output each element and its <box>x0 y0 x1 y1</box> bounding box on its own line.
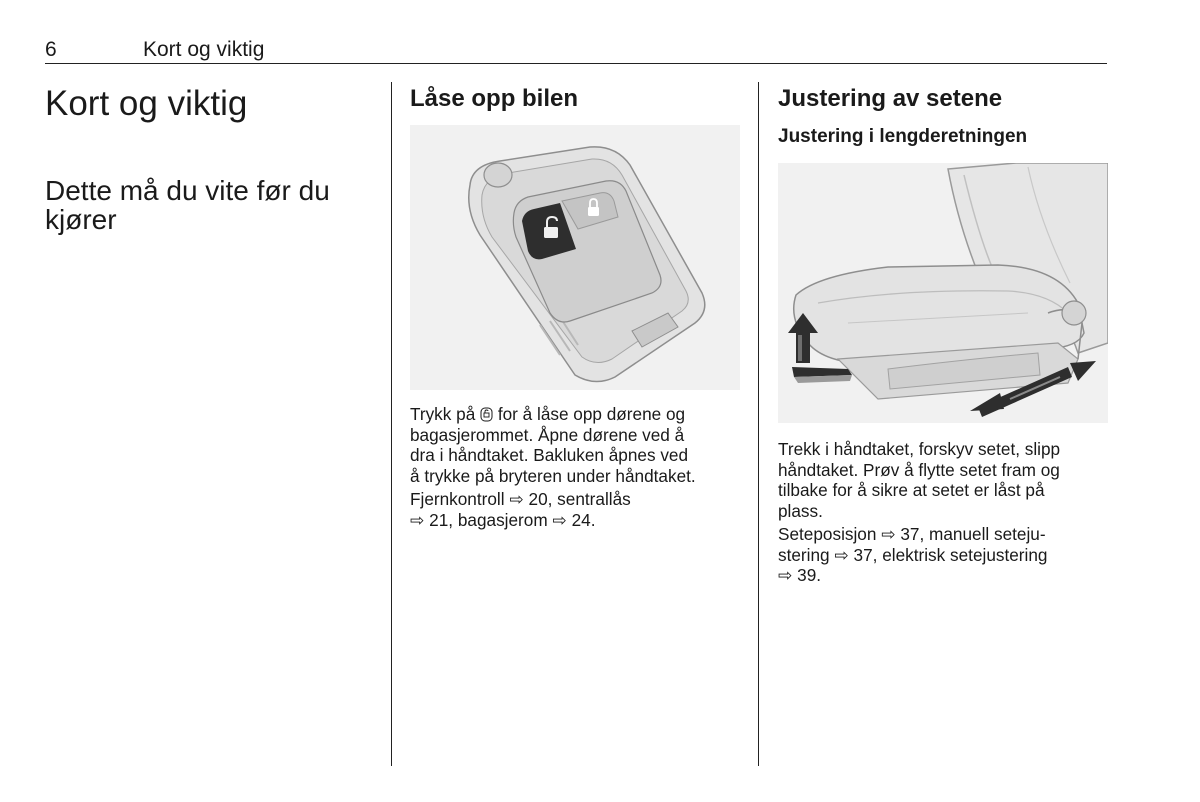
unlock-text-l4: å trykke på bryteren under håndtaket. <box>410 465 696 486</box>
unlock-key-icon <box>480 405 493 422</box>
unlock-text-l1a: Trykk på <box>410 404 476 424</box>
seat-references <box>778 524 1108 586</box>
column-divider-2 <box>758 82 759 766</box>
seat-text-l4: plass. <box>778 500 823 521</box>
unlock-instructions <box>410 404 742 486</box>
unlock-text-l2: bagasjerommet. Åpne dørene ved å <box>410 424 685 445</box>
page-header <box>45 36 1107 64</box>
unlock-ref-l1: Fjernkontroll ⇨ 20, sentrallås <box>410 489 631 509</box>
unlock-text-l1b: for å låse opp dørene og <box>497 404 686 424</box>
section-heading-seats: Justering av setene <box>778 85 1003 112</box>
subsection-heading-longitudinal: Justering i lengderetningen <box>778 126 1028 147</box>
seat-adjustment-figure <box>778 163 1108 423</box>
key-fob-figure <box>410 125 740 390</box>
column-3 <box>778 84 1108 586</box>
page-number: 6 <box>45 38 57 61</box>
unlock-text-l3: dra i håndtaket. Bakluken åpnes ved <box>410 445 689 465</box>
chapter-subheading-line1: Dette må du vite før du <box>45 175 330 206</box>
chapter-subheading-line2: kjører <box>45 204 117 235</box>
seat-ref-l2: stering ⇨ 37, elektrisk setejustering <box>778 544 1048 565</box>
unlock-references <box>410 489 742 530</box>
running-title: Kort og viktig <box>143 38 265 61</box>
chapter-heading: Kort og viktig <box>45 84 248 123</box>
seat-text-l2: håndtaket. Prøv å flytte setet fram og <box>778 459 1060 480</box>
unlock-ref-l2: ⇨ 21, bagasjerom ⇨ 24. <box>410 509 596 530</box>
column-divider-1 <box>391 82 392 766</box>
column-2 <box>410 84 742 530</box>
section-heading-unlock: Låse opp bilen <box>410 85 579 112</box>
chapter-subheading <box>45 176 375 234</box>
seat-instructions <box>778 439 1108 521</box>
seat-text-l1: Trekk i håndtaket, forskyv setet, slipp <box>778 439 1061 459</box>
seat-ref-l1: Seteposisjon ⇨ 37, manuell seteju- <box>778 524 1046 544</box>
seat-ref-l3: ⇨ 39. <box>778 565 822 585</box>
column-1 <box>45 84 375 234</box>
seat-text-l3: tilbake for å sikre at setet er låst på <box>778 480 1045 500</box>
